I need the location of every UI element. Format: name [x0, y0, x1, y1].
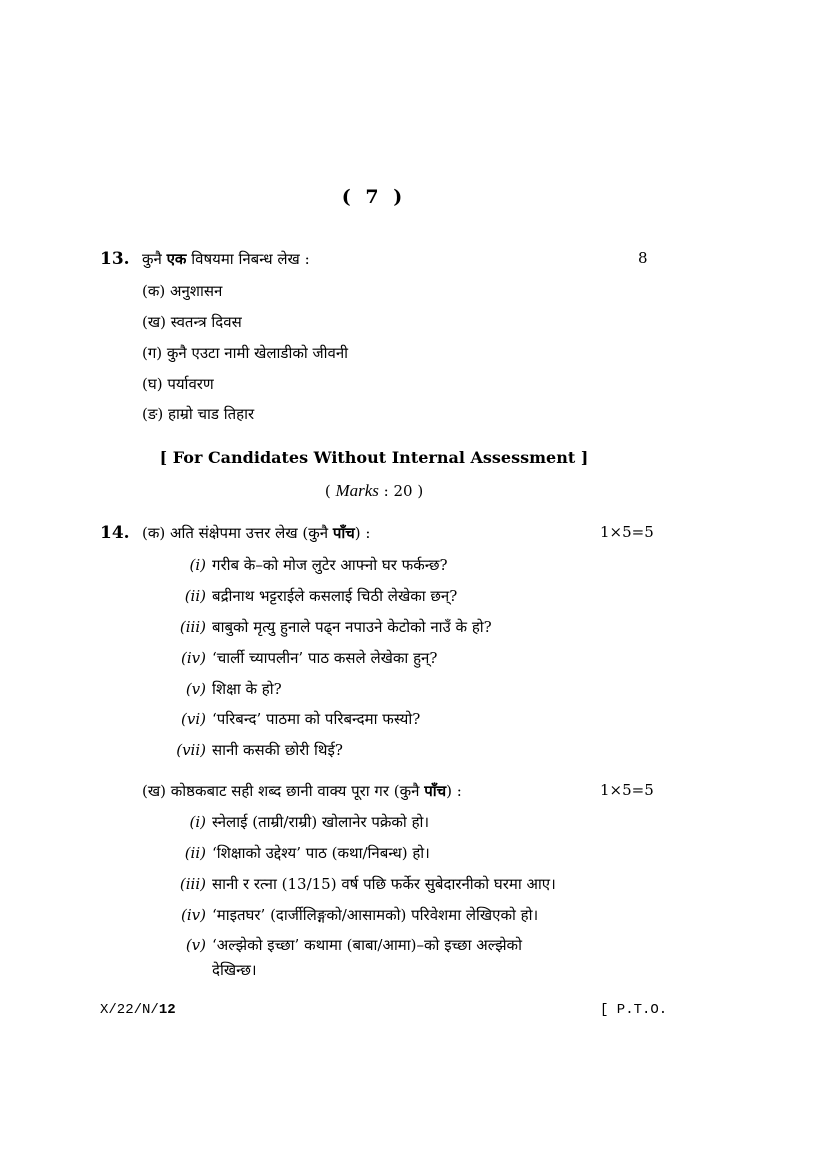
sub-question-number: (iv) [181, 649, 206, 667]
paper-code-prefix: X/22/N/ [100, 1002, 159, 1018]
sub-question [166, 586, 457, 606]
prompt-post: ) : [446, 782, 462, 800]
sub-question-text: ‘शिक्षाको उद्देश्य’ पाठ (कथा/निबन्ध) हो। [212, 844, 430, 862]
fill-blank-item [166, 874, 556, 894]
sub-question-text: शिक्षा के हो? [212, 680, 282, 698]
section-marks [0, 481, 748, 501]
sub-question-text: बद्रीनाथ भट्टराईले कसलाई चिठी लेखेका छन्? [212, 587, 458, 605]
marks-label: Marks [335, 481, 379, 500]
sub-question-text: ‘परिबन्द’ पाठमा को परिबन्दमा फस्यो? [212, 710, 421, 728]
prompt-pre: (क) अति संक्षेपमा उत्तर लेख (कुनै [142, 524, 333, 542]
essay-option: (क) अनुशासन [142, 282, 223, 300]
part-b-marks: 1×5=5 [600, 781, 654, 799]
sub-question-number: (ii) [184, 844, 206, 862]
prompt-emphasis: पाँच [332, 524, 355, 542]
essay-option: (ग) कुनै एउटा नामी खेलाडीको जीवनी [142, 344, 349, 362]
essay-option: (घ) पर्यावरण [142, 375, 214, 393]
marks-value: : 20 ) [378, 482, 424, 500]
sub-question-text: ‘माइतघर’ (दार्जीलिङ्गको/आसामको) परिवेशमा लेखिएको हो। [212, 906, 539, 924]
section-banner: [ For Candidates Without Internal Assessment ] [159, 448, 589, 467]
marks-open: ( [324, 482, 336, 500]
sub-question-text: सानी कसकी छोरी थिई? [212, 741, 343, 759]
sub-question-text: स्नेलाई (ताम्री/राम्री) खोलानेर पक्रेको हो। [212, 813, 430, 831]
prompt-pre: (ख) कोष्ठकबाट सही शब्द छानी वाक्य पूरा गर (कुनै [142, 782, 425, 800]
sub-question [166, 648, 437, 668]
fill-blank-continuation: देखिन्छ। [212, 961, 257, 979]
paper-code-number: 12 [158, 1002, 176, 1018]
sub-question-number: (vi) [181, 710, 206, 728]
sub-question [166, 709, 420, 729]
sub-question-text: बाबुको मृत्यु हुनाले पढ्न नपाउने केटोको नाउँ के हो? [212, 618, 492, 636]
prompt-post: ) : [354, 524, 371, 542]
paper-code [100, 1002, 176, 1018]
page-number: ( 7 ) [341, 186, 407, 208]
sub-question-text: सानी र रत्ना (13/15) वर्ष पछि फर्केर सुबेदारनीको घरमा आए। [212, 875, 556, 893]
sub-question-number: (v) [185, 680, 206, 698]
sub-question-text: गरीब के–को मोज लुटेर आफ्नो घर फर्कन्छ? [212, 556, 448, 574]
sub-question-number: (i) [189, 556, 206, 574]
part-a-prompt [142, 523, 370, 543]
sub-question-text: ‘अल्झेको इच्छा’ कथामा (बाबा/आमा)–को इच्छा अल्झेको [212, 936, 522, 954]
question-number: 13. [100, 249, 130, 269]
prompt-emphasis: पाँच [424, 782, 447, 800]
fill-blank-item [166, 935, 522, 955]
prompt-post: विषयमा निबन्ध लेख : [186, 250, 310, 268]
question-prompt [142, 249, 310, 269]
sub-question-number: (i) [189, 813, 206, 831]
fill-blank-item [166, 812, 429, 832]
essay-option: (ङ) हाम्रो चाड तिहार [142, 405, 255, 423]
sub-question [166, 555, 448, 575]
fill-blank-item [166, 905, 538, 925]
prompt-emphasis: एक [166, 250, 187, 268]
sub-question-number: (vii) [176, 741, 206, 759]
part-a-marks: 1×5=5 [600, 523, 654, 541]
sub-question [166, 740, 343, 760]
sub-question-number: (iii) [179, 875, 206, 893]
sub-question-number: (v) [185, 936, 206, 954]
sub-question [166, 617, 492, 637]
sub-question-text: ‘चार्ली च्यापलीन’ पाठ कसले लेखेका हुन्? [212, 649, 438, 667]
sub-question-number: (ii) [184, 587, 206, 605]
fill-blank-item [166, 843, 430, 863]
question-marks: 8 [638, 249, 648, 267]
sub-question [166, 679, 282, 699]
part-b-prompt [142, 781, 462, 801]
essay-option: (ख) स्वतन्त्र दिवस [142, 313, 242, 331]
please-turn-over: [ P.T.O. [600, 1002, 668, 1018]
sub-question-number: (iii) [179, 618, 206, 636]
prompt-pre: कुनै [142, 250, 167, 268]
sub-question-number: (iv) [181, 906, 206, 924]
question-number: 14. [100, 523, 130, 543]
